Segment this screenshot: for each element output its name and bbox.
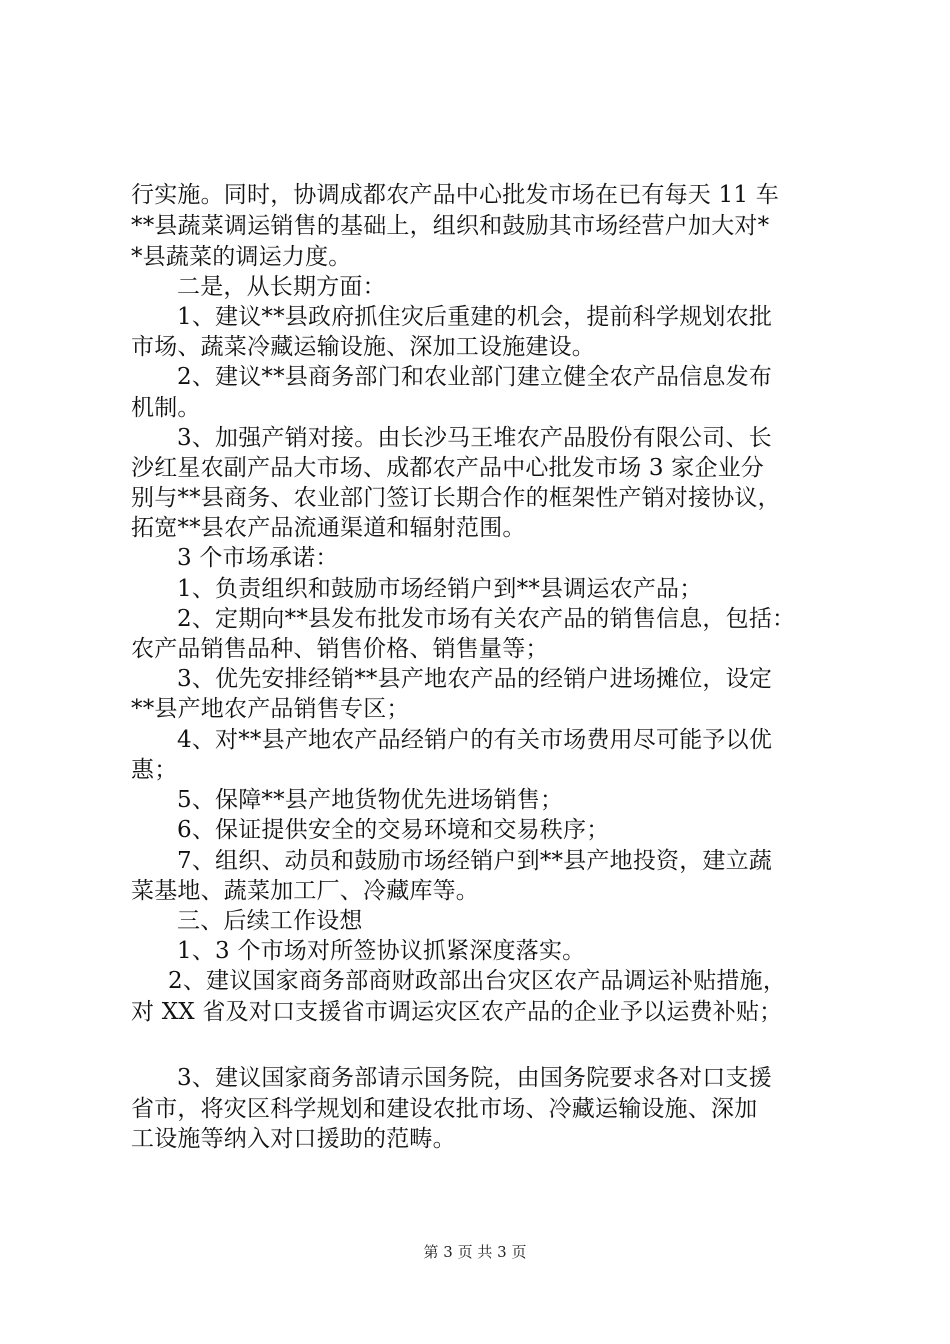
list-item: 3、建议国家商务部请示国务院，由国务院要求各对口支援 (177, 1065, 772, 1091)
paragraph-line: 拓宽**县农产品流通渠道和辐射范围。 (131, 515, 526, 541)
paragraph-line: 市场、蔬菜冷藏运输设施、深加工设施建设。 (131, 334, 595, 360)
paragraph-line: 对 XX 省及对口支援省市调运灾区农产品的企业予以运费补贴； (131, 999, 783, 1025)
list-item: 1、负责组织和鼓励市场经销户到**县调运农产品； (177, 576, 703, 602)
paragraph-line: 菜基地、蔬菜加工厂、冷藏库等。 (131, 878, 479, 904)
list-item: 2、定期向**县发布批发市场有关农产品的销售信息，包括： (177, 606, 796, 632)
list-item: 5、保障**县产地货物优先进场销售； (177, 787, 564, 813)
list-item: 1、3 个市场对所签协议抓紧深度落实。 (177, 938, 586, 964)
paragraph-line: **县蔬菜调运销售的基础上，组织和鼓励其市场经营户加大对* (131, 213, 770, 239)
paragraph-line: 2、建议**县商务部门和农业部门建立健全农产品信息发布 (177, 364, 773, 390)
section-heading: 三、后续工作设想 (177, 908, 363, 934)
paragraph-line: 农产品销售品种、销售价格、销售量等； (131, 636, 549, 662)
paragraph-line: 3、加强产销对接。由长沙马王堆农产品股份有限公司、长 (177, 425, 772, 451)
list-item: 3、优先安排经销**县产地农产品的经销户进场摊位，设定 (177, 666, 773, 692)
list-item: 2、建议国家商务部商财政部出台灾区农产品调运补贴措施， (168, 968, 787, 994)
section-heading: 3 个市场承诺： (177, 545, 339, 571)
paragraph-line: 别与**县商务、农业部门签订长期合作的框架性产销对接协议， (131, 485, 781, 511)
page-number-footer: 第 3 页 共 3 页 (423, 1243, 527, 1261)
paragraph-line: *县蔬菜的调运力度。 (131, 244, 352, 270)
paragraph-line: 行实施。同时，协调成都农产品中心批发市场在已有每天 11 车 (131, 182, 779, 208)
paragraph-line: 工设施等纳入对口援助的范畴。 (131, 1126, 456, 1152)
paragraph-line: 沙红星农副产品大市场、成都农产品中心批发市场 3 家企业分 (131, 455, 765, 481)
paragraph-line: 1、建议**县政府抓住灾后重建的机会，提前科学规划农批 (177, 304, 773, 330)
paragraph-line: 省市，将灾区科学规划和建设农批市场、冷藏运输设施、深加 (131, 1096, 758, 1122)
list-item: 6、保证提供安全的交易环境和交易秩序； (177, 817, 610, 843)
paragraph-line: 机制。 (131, 395, 201, 421)
list-item: 4、对**县产地农产品经销户的有关市场费用尽可能予以优 (177, 727, 773, 753)
paragraph-line: 惠； (131, 757, 178, 783)
paragraph-line: **县产地农产品销售专区； (131, 696, 410, 722)
section-heading: 二是，从长期方面： (177, 274, 386, 300)
list-item: 7、组织、动员和鼓励市场经销户到**县产地投资，建立蔬 (177, 848, 773, 874)
